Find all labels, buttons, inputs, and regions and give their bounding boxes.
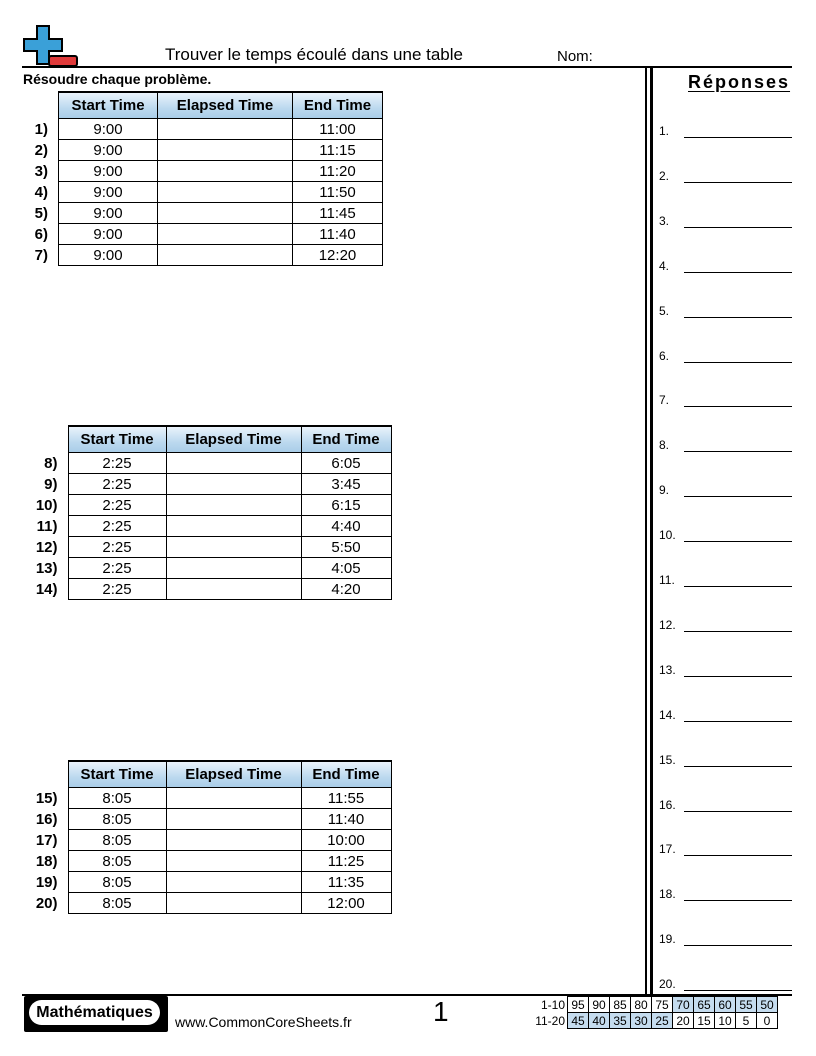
table-row (22, 203, 383, 224)
answer-line[interactable] (684, 451, 792, 452)
score-cell: 85 (610, 997, 631, 1013)
answer-blank[interactable] (659, 706, 792, 722)
answer-number: 8. (659, 438, 670, 453)
answer-blank[interactable] (659, 481, 792, 497)
problem-number: 2) (34, 141, 48, 159)
elapsed-time-cell (158, 245, 293, 266)
score-cell: 25 (652, 1013, 673, 1029)
table-row (22, 830, 391, 851)
start-time-cell: 2:25 (68, 516, 166, 537)
score-cell: 30 (631, 1013, 652, 1029)
instructions: Résoudre chaque problème. (23, 71, 212, 87)
table-row (22, 119, 383, 140)
answer-line[interactable] (684, 855, 792, 856)
score-cell: 80 (631, 997, 652, 1013)
table-row (22, 537, 391, 558)
end-time-cell: 11:00 (293, 119, 383, 140)
answer-blank[interactable] (659, 257, 792, 273)
problem-number: 19) (35, 873, 58, 891)
end-time-cell: 6:05 (301, 453, 391, 474)
start-time-cell: 2:25 (68, 579, 166, 600)
site-url: www.CommonCoreSheets.fr (175, 1014, 352, 1030)
end-time-cell: 12:20 (293, 245, 383, 266)
answer-line[interactable] (684, 586, 792, 587)
elapsed-time-cell (166, 809, 301, 830)
start-time-cell: 2:25 (68, 558, 166, 579)
answer-line[interactable] (684, 676, 792, 677)
end-time-cell: 12:00 (301, 893, 391, 914)
answer-number: 18. (659, 887, 676, 902)
end-time-cell: 6:15 (301, 495, 391, 516)
elapsed-time-cell (158, 182, 293, 203)
problem-number: 13) (35, 559, 58, 577)
score-cell: 45 (568, 1013, 589, 1029)
answer-column-divider-inner (650, 68, 653, 994)
end-time-cell: 11:35 (301, 872, 391, 893)
elapsed-time-cell (166, 830, 301, 851)
answer-blank[interactable] (659, 616, 792, 632)
problem-number: 14) (35, 580, 58, 598)
start-time-cell: 9:00 (59, 245, 158, 266)
problem-table-2 (22, 425, 392, 600)
end-time-cell: 3:45 (301, 474, 391, 495)
elapsed-time-cell (166, 893, 301, 914)
answer-line[interactable] (684, 721, 792, 722)
table-row (22, 893, 391, 914)
answer-number: 12. (659, 617, 676, 632)
answer-column-divider (645, 68, 647, 994)
answer-line[interactable] (684, 900, 792, 901)
problem-number: 20) (35, 894, 58, 912)
table-row (22, 516, 391, 537)
end-time-cell: 11:25 (301, 851, 391, 872)
answer-blank[interactable] (659, 840, 792, 856)
problem-number: 1) (34, 120, 48, 138)
answer-blank[interactable] (659, 930, 792, 946)
score-row-1 (527, 997, 778, 1013)
start-time-cell: 9:00 (59, 119, 158, 140)
table-row (22, 182, 383, 203)
score-cell: 0 (757, 1013, 778, 1029)
table-row (22, 809, 391, 830)
column-header-elapsed-time: Elapsed Time (158, 92, 293, 119)
table-row (22, 558, 391, 579)
score-cell: 55 (736, 997, 757, 1013)
elapsed-time-cell (166, 851, 301, 872)
table-row (22, 872, 391, 893)
score-cell: 60 (715, 997, 736, 1013)
problem-number: 8) (44, 454, 58, 472)
answer-blank[interactable] (659, 436, 792, 452)
answer-blank[interactable] (659, 751, 792, 767)
end-time-cell: 11:50 (293, 182, 383, 203)
problem-number: 12) (35, 538, 58, 556)
end-time-cell: 11:55 (301, 788, 391, 809)
score-cell: 50 (757, 997, 778, 1013)
column-header-start-time: Start Time (68, 426, 166, 453)
start-time-cell: 9:00 (59, 161, 158, 182)
elapsed-time-cell (166, 579, 301, 600)
elapsed-time-cell (158, 161, 293, 182)
answer-line[interactable] (684, 990, 792, 991)
problem-number: 18) (35, 852, 58, 870)
problem-number: 17) (35, 831, 58, 849)
answer-blank[interactable] (659, 885, 792, 901)
elapsed-time-cell (166, 558, 301, 579)
answer-number: 17. (659, 842, 676, 857)
answer-number: 2. (659, 168, 670, 183)
score-cell: 95 (568, 997, 589, 1013)
problem-number: 7) (34, 246, 48, 264)
answer-line[interactable] (684, 766, 792, 767)
name-label: Nom: (557, 48, 593, 65)
answer-blank[interactable] (659, 347, 792, 363)
end-time-cell: 5:50 (301, 537, 391, 558)
answer-number: 11. (659, 573, 675, 587)
answer-number: 20. (659, 977, 676, 992)
start-time-cell: 8:05 (68, 788, 166, 809)
score-cell: 65 (694, 997, 715, 1013)
answer-number: 9. (659, 483, 670, 498)
answer-blank[interactable] (659, 796, 792, 812)
end-time-cell: 4:20 (301, 579, 391, 600)
table-row (22, 495, 391, 516)
end-time-cell: 11:20 (293, 161, 383, 182)
answer-number: 10. (659, 528, 676, 543)
answer-line[interactable] (684, 182, 792, 183)
elapsed-time-cell (166, 453, 301, 474)
end-time-cell: 4:05 (301, 558, 391, 579)
end-time-cell: 11:40 (293, 224, 383, 245)
elapsed-time-cell (158, 224, 293, 245)
table-row (22, 161, 383, 182)
elapsed-time-cell (158, 119, 293, 140)
answer-blank[interactable] (659, 302, 792, 318)
problem-table-1 (22, 91, 383, 266)
answer-number: 7. (659, 393, 670, 408)
problem-number: 5) (34, 204, 48, 222)
answer-number: 4. (659, 258, 670, 273)
start-time-cell: 2:25 (68, 537, 166, 558)
answer-blank[interactable] (659, 122, 792, 138)
answer-line[interactable] (684, 317, 792, 318)
table-row (22, 851, 391, 872)
problem-number: 16) (35, 810, 58, 828)
score-cell: 15 (694, 1013, 715, 1029)
answer-line[interactable] (684, 137, 792, 138)
answer-number: 6. (659, 348, 670, 363)
answer-line[interactable] (684, 406, 792, 407)
score-cell: 90 (589, 997, 610, 1013)
answer-number: 19. (659, 932, 676, 947)
score-cell: 5 (736, 1013, 757, 1029)
answer-line[interactable] (684, 496, 792, 497)
elapsed-time-cell (158, 203, 293, 224)
table-row (22, 579, 391, 600)
score-cell: 10 (715, 1013, 736, 1029)
elapsed-time-cell (166, 474, 301, 495)
problem-number: 10) (35, 496, 58, 514)
subject-badge (24, 996, 168, 1032)
answer-number: 15. (659, 752, 676, 767)
answer-blank[interactable] (659, 661, 792, 677)
start-time-cell: 8:05 (68, 809, 166, 830)
column-header-start-time: Start Time (68, 761, 166, 788)
answer-number: 14. (659, 707, 676, 722)
score-cell: 20 (673, 1013, 694, 1029)
end-time-cell: 11:40 (301, 809, 391, 830)
subject-label: Mathématiques (29, 1000, 160, 1025)
elapsed-time-cell (158, 140, 293, 161)
end-time-cell: 11:15 (293, 140, 383, 161)
column-header-elapsed-time: Elapsed Time (166, 426, 301, 453)
score-row-2 (527, 1013, 778, 1029)
elapsed-time-cell (166, 872, 301, 893)
answer-line[interactable] (684, 945, 792, 946)
start-time-cell: 2:25 (68, 453, 166, 474)
problem-number: 15) (35, 789, 58, 807)
start-time-cell: 9:00 (59, 224, 158, 245)
problem-number: 11) (36, 517, 58, 535)
table-row (22, 788, 391, 809)
start-time-cell: 8:05 (68, 830, 166, 851)
end-time-cell: 11:45 (293, 203, 383, 224)
answer-blank[interactable] (659, 571, 792, 587)
column-header-elapsed-time: Elapsed Time (166, 761, 301, 788)
answer-number: 16. (659, 797, 676, 812)
score-cell: 75 (652, 997, 673, 1013)
answer-line[interactable] (684, 362, 792, 363)
end-time-cell: 10:00 (301, 830, 391, 851)
elapsed-time-cell (166, 537, 301, 558)
column-header-end-time: End Time (293, 92, 383, 119)
column-header-end-time: End Time (301, 761, 391, 788)
start-time-cell: 8:05 (68, 872, 166, 893)
table-row (22, 140, 383, 161)
elapsed-time-cell (166, 495, 301, 516)
plus-minus-logo-icon (22, 24, 80, 68)
problem-table-3 (22, 760, 392, 914)
start-time-cell: 8:05 (68, 851, 166, 872)
start-time-cell: 8:05 (68, 893, 166, 914)
column-header-start-time: Start Time (59, 92, 158, 119)
problem-number: 4) (34, 183, 48, 201)
table-row (22, 453, 391, 474)
start-time-cell: 9:00 (59, 182, 158, 203)
problem-number: 3) (34, 162, 48, 180)
elapsed-time-cell (166, 516, 301, 537)
end-time-cell: 4:40 (301, 516, 391, 537)
page-number: 1 (433, 996, 449, 1027)
score-cell: 35 (610, 1013, 631, 1029)
start-time-cell: 9:00 (59, 203, 158, 224)
elapsed-time-cell (166, 788, 301, 809)
table-row (22, 245, 383, 266)
column-header-end-time: End Time (301, 426, 391, 453)
answer-blank[interactable] (659, 212, 792, 228)
answer-number: 13. (659, 662, 676, 677)
start-time-cell: 9:00 (59, 140, 158, 161)
table-row (22, 474, 391, 495)
answer-blank[interactable] (659, 975, 792, 991)
answer-number: 1. (659, 124, 670, 138)
score-row-label: 1-10 (540, 997, 565, 1012)
problem-number: 6) (34, 225, 48, 243)
problem-number: 9) (44, 475, 58, 493)
table-row (22, 224, 383, 245)
answer-line[interactable] (684, 227, 792, 228)
top-divider (22, 66, 792, 68)
answer-line[interactable] (684, 631, 792, 632)
answer-number: 5. (659, 303, 670, 318)
answer-blank[interactable] (659, 167, 792, 183)
answer-number: 3. (659, 213, 670, 228)
score-table (527, 996, 778, 1029)
score-cell: 70 (673, 997, 694, 1013)
score-row-label: 11-20 (535, 1013, 565, 1028)
answer-line[interactable] (684, 272, 792, 273)
start-time-cell: 2:25 (68, 495, 166, 516)
score-cell: 40 (589, 1013, 610, 1029)
worksheet-title: Trouver le temps écoulé dans une table (165, 45, 463, 64)
answer-line[interactable] (684, 541, 792, 542)
answer-line[interactable] (684, 811, 792, 812)
answer-blank[interactable] (659, 526, 792, 542)
answers-title: Réponses (688, 72, 791, 92)
answer-blank[interactable] (659, 391, 792, 407)
start-time-cell: 2:25 (68, 474, 166, 495)
